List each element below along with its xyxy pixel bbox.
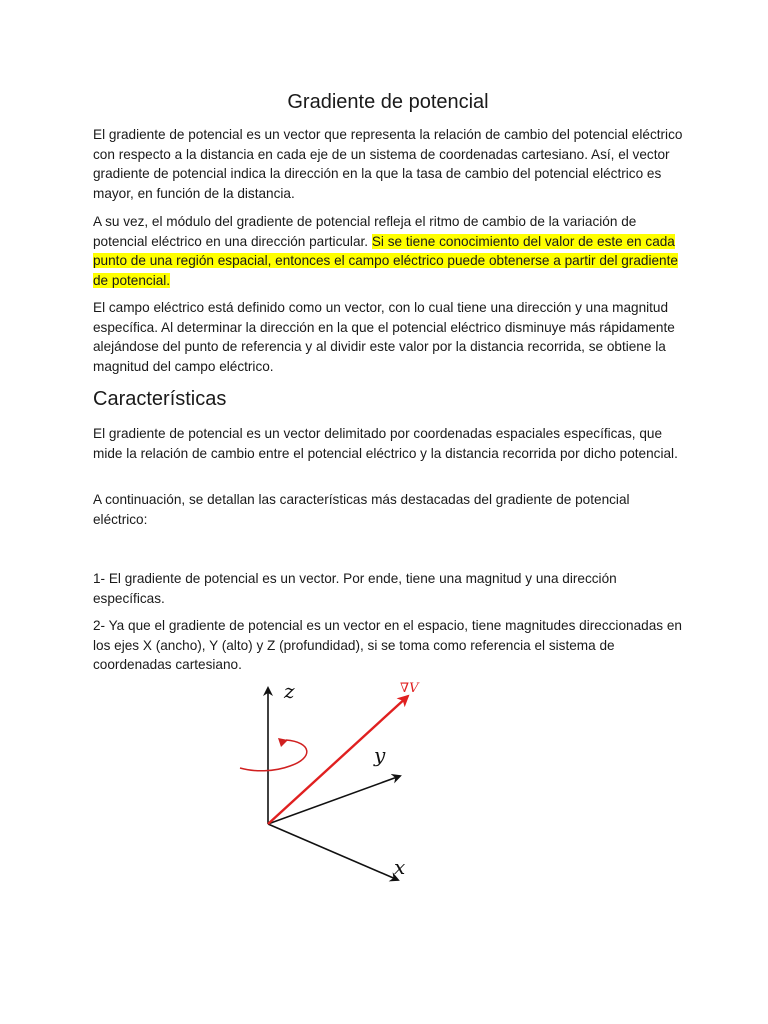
gradient-vector [268,696,408,824]
axes-svg [230,676,430,892]
gradient-label: ∇V [400,681,419,696]
section-heading: Características [93,388,227,410]
paragraph-intro: El gradiente de potencial es un vector que representa la relación de cambio del potencial eléctrico con respecto a la distancia en cada eje de un sistema de coordenadas cartesiano. Así, el vector gradiente de potencial indica la dirección en la que la tasa de cambio del potencial eléctrico es mayor, en función de la distancia. [93,127,683,201]
paragraph-electric-field: El campo eléctrico está definido como un vector, con lo cual tiene una dirección y una magnitud específica. Al determinar la dirección en la que el potencial eléctrico disminuye más rápidamente alejándose del punto de referencia y al dividir este valor por la distancia recorrida, se obtiene la magnitud del campo eléctrico. [93,300,675,374]
document-title: Gradiente de potencial [287,91,489,113]
rotation-arc [240,740,307,771]
x-label: x [394,855,406,879]
z-label: z [284,679,295,703]
highlighted-text: Si se tiene conocimiento del valor de este en cada punto de una región espacial, entonces el campo eléctrico puede obtenerse a partir del gradiente de potencial. [93,233,678,288]
paragraph-module-text: A su vez, el módulo del gradiente de potencial refleja el ritmo de cambio de la variación de potencial eléctrico en una dirección particular. [93,214,637,249]
paragraph-characteristics: El gradiente de potencial es un vector delimitado por coordenadas espaciales específicas, que mide la relación de cambio entre el potencial eléctrico y la distancia recorrida por dicho potencial. [93,426,678,461]
list-item: 2- Ya que el gradiente de potencial es un vector en el espacio, tiene magnitudes direccionadas en los ejes X (ancho), Y (alto) y Z (profundidad), si se toma como referencia el sistema de coordenadas cartesiano. [93,618,682,673]
x-axis [268,824,398,880]
paragraph-module [93,212,683,290]
paragraph-list-intro: A continuación, se detallan las características más destacadas del gradiente de potencial eléctrico: [93,492,630,527]
y-axis [268,776,400,824]
gradient-vector-diagram [230,676,430,892]
y-label: y [374,743,386,767]
list-item: 1- El gradiente de potencial es un vector. Por ende, tiene una magnitud y una dirección específicas. [93,571,617,606]
